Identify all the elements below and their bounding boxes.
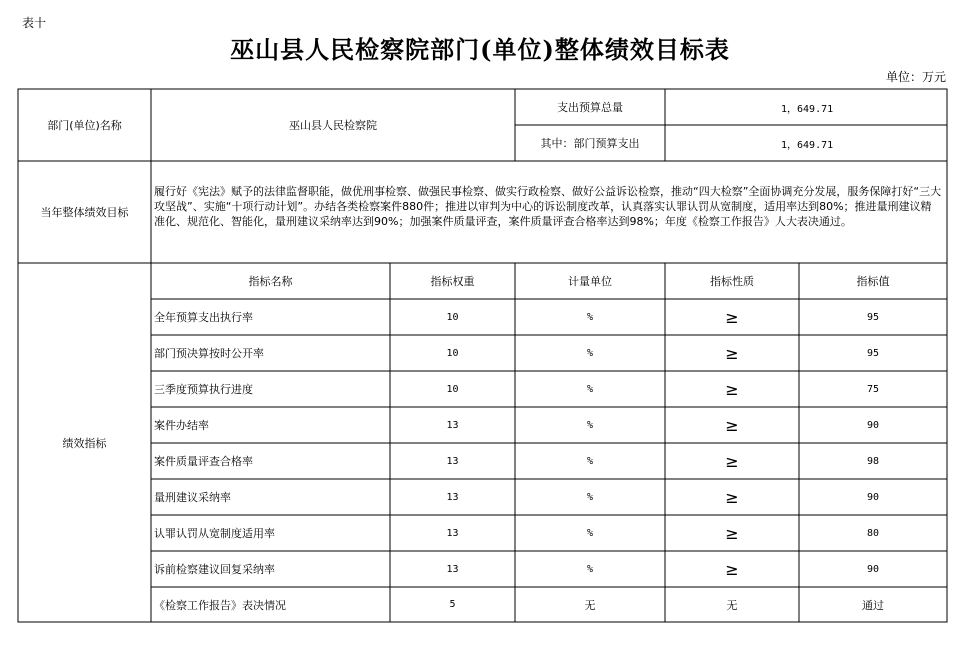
indicator-name: 《检察工作报告》表决情况 [154, 598, 286, 612]
indicator-name: 案件办结率 [154, 419, 209, 432]
column-header-name: 指标名称 [248, 275, 293, 288]
indicator-nature: ≥ [725, 451, 739, 471]
indicator-value: 90 [866, 491, 880, 503]
indicator-nature: ≥ [725, 487, 739, 507]
indicator-weight: 13 [446, 455, 459, 467]
indicator-nature: ≥ [725, 559, 739, 579]
annual-goal-text: 履行好《宪法》赋予的法律监督职能，做优刑事检察、做强民事检察、做实行政检察、做好公益诉讼检察，推动“四大检察”全面协调充分发展，服务保障打好“三大攻坚战”、实施“十项行动计划”。办结各类检察案件880件；推进以审判为中心的诉讼制度改革，认真落实认罪认罚从宽制度，适用率达到80%；推进量刑建议精准化、规范化、智能化，量刑建议采纳率达到90%；加强案件质量评查，案件质量评查合格率达到98%；年度《检察工作报告》人大表决通过。 [154, 185, 942, 228]
page-title: 巫山县人民检察院部门(单位)整体绩效目标表 [230, 35, 730, 64]
indicator-unit: % [586, 419, 594, 431]
indicator-unit: % [586, 311, 594, 323]
indicator-nature: ≥ [725, 307, 739, 327]
column-header-weight: 指标权重 [430, 275, 475, 288]
indicator-value: 90 [866, 563, 880, 575]
indicator-value: 95 [866, 347, 880, 359]
indicator-nature: ≥ [725, 379, 739, 399]
total-budget-value: 1，649.71 [781, 103, 834, 115]
column-header-unit: 计量单位 [568, 275, 612, 288]
indicator-weight: 5 [449, 599, 456, 610]
indicator-unit: % [586, 491, 594, 503]
indicator-name: 案件质量评查合格率 [154, 455, 253, 468]
indicator-value: 75 [866, 383, 880, 395]
dept-name-value: 巫山县人民检察院 [289, 119, 377, 132]
indicator-weight: 10 [446, 311, 459, 323]
column-header-value: 指标值 [856, 275, 890, 288]
indicator-unit: 无 [584, 598, 596, 612]
indicator-unit: % [586, 455, 594, 467]
indicator-weight: 13 [446, 527, 459, 539]
total-budget-label: 支出预算总量 [557, 101, 623, 114]
indicator-value: 通过 [862, 598, 884, 612]
unit-label: 单位：万元 [885, 70, 946, 84]
dept-name-label: 部门(单位)名称 [47, 119, 122, 132]
indicator-weight: 13 [446, 563, 459, 575]
indicator-name: 全年预算支出执行率 [154, 311, 253, 324]
indicator-value: 80 [866, 527, 880, 539]
indicator-weight: 10 [446, 383, 459, 395]
indicator-unit: % [586, 563, 594, 575]
indicator-value: 90 [866, 419, 880, 431]
indicator-weight: 10 [446, 347, 459, 359]
indicator-weight: 13 [446, 491, 459, 503]
indicator-name: 部门预决算按时公开率 [154, 347, 264, 360]
indicator-unit: % [586, 383, 594, 395]
indicator-unit: % [586, 347, 594, 359]
indicator-nature: ≥ [725, 523, 739, 543]
dept-budget-value: 1，649.71 [781, 139, 834, 151]
indicator-unit: % [586, 527, 594, 539]
indicator-weight: 13 [446, 419, 459, 431]
indicator-name: 三季度预算执行进度 [154, 383, 253, 396]
indicator-name: 认罪认罚从宽制度适用率 [154, 527, 275, 540]
annual-goal-label: 当年整体绩效目标 [40, 206, 129, 219]
dept-budget-label: 其中：部门预算支出 [540, 137, 640, 150]
indicator-value: 98 [866, 455, 880, 467]
indicator-nature: ≥ [725, 415, 739, 435]
table-label: 表十 [22, 16, 47, 30]
indicators-section-label: 绩效指标 [62, 436, 107, 450]
indicator-name: 诉前检察建议回复采纳率 [154, 563, 275, 576]
indicator-value: 95 [866, 311, 880, 323]
indicator-nature: ≥ [725, 343, 739, 363]
indicator-name: 量刑建议采纳率 [154, 491, 231, 504]
indicator-nature: 无 [726, 598, 738, 612]
column-header-nature: 指标性质 [710, 275, 754, 288]
